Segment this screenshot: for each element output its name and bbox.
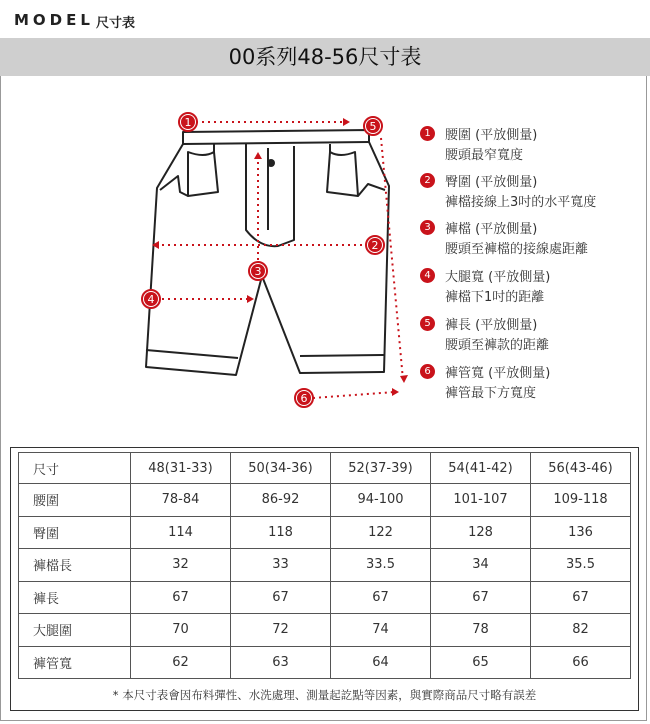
marker-label: 1 <box>184 116 192 129</box>
table-cell: 136 <box>531 516 631 549</box>
table-cell: 101-107 <box>431 484 531 517</box>
legend-description: 腰頭至褲檔的接線處距離 <box>445 242 589 257</box>
legend-title: 褲管寬 (平放側量) <box>445 366 551 381</box>
table-cell: 128 <box>431 516 531 549</box>
row-label: 大腿圍 <box>19 614 131 647</box>
legend-description: 褲檔接線上3吋的水平寬度 <box>445 195 597 210</box>
measure-lines <box>156 122 403 398</box>
table-cell: 67 <box>431 581 531 614</box>
table-row <box>19 646 631 679</box>
legend-item-hem <box>420 362 640 402</box>
table-cell: 52(37-39) <box>331 453 431 484</box>
marker-label: 2 <box>371 239 379 252</box>
table-row <box>19 484 631 517</box>
legend-item-thigh <box>420 266 640 306</box>
table-cell: 109-118 <box>531 484 631 517</box>
marker-label: 6 <box>300 392 308 405</box>
legend-description: 腰頭最窄寬度 <box>445 148 524 163</box>
table-cell: 72 <box>231 614 331 647</box>
table-cell: 35.5 <box>531 549 631 582</box>
page-title: 00系列48-56尺寸表 <box>228 45 422 69</box>
row-label: 褲長 <box>19 581 131 614</box>
row-label: 褲檔長 <box>19 549 131 582</box>
legend-number: 6 <box>420 364 435 379</box>
shorts-diagram <box>0 80 420 415</box>
table-cell: 54(41-42) <box>431 453 531 484</box>
marker-1 <box>179 113 197 131</box>
table-cell: 33.5 <box>331 549 431 582</box>
table-cell: 78 <box>431 614 531 647</box>
row-label: 尺寸 <box>19 453 131 484</box>
marker-3 <box>249 262 267 280</box>
marker-label: 4 <box>147 293 155 306</box>
legend-item-hip <box>420 171 640 211</box>
table-cell: 74 <box>331 614 431 647</box>
legend-item-rise <box>420 218 640 258</box>
legend-number: 5 <box>420 316 435 331</box>
marker-4 <box>142 290 160 308</box>
row-label: 臀圍 <box>19 516 131 549</box>
table-cell: 67 <box>231 581 331 614</box>
table-cell: 67 <box>331 581 431 614</box>
table-cell: 65 <box>431 646 531 679</box>
table-row <box>19 516 631 549</box>
table-cell: 33 <box>231 549 331 582</box>
table-row <box>19 549 631 582</box>
row-label: 腰圍 <box>19 484 131 517</box>
marker-label: 5 <box>369 120 377 133</box>
legend-number: 1 <box>420 126 435 141</box>
legend-title: 褲長 (平放側量) <box>445 318 538 333</box>
table-cell: 62 <box>131 646 231 679</box>
disclaimer-note: * 本尺寸表會因布料彈性、水洗處理、測量起訖點等因素，與實際商品尺寸略有誤差 <box>112 688 537 702</box>
row-label: 褲管寬 <box>19 646 131 679</box>
size-table <box>18 452 631 679</box>
legend-title: 腰圍 (平放側量) <box>445 128 538 143</box>
table-cell: 86-92 <box>231 484 331 517</box>
table-cell: 32 <box>131 549 231 582</box>
table-row <box>19 614 631 647</box>
legend-item-length <box>420 314 640 354</box>
shorts-outline <box>146 130 389 375</box>
table-cell: 66 <box>531 646 631 679</box>
button-icon <box>267 159 275 167</box>
table-cell: 94-100 <box>331 484 431 517</box>
legend-description: 褲管最下方寬度 <box>445 386 537 401</box>
legend-item-waist <box>420 124 640 164</box>
brand-subtitle: 尺寸表 <box>96 16 136 31</box>
legend-title: 大腿寬 (平放側量) <box>445 270 551 285</box>
table-cell: 70 <box>131 614 231 647</box>
table-cell: 56(43-46) <box>531 453 631 484</box>
table-cell: 50(34-36) <box>231 453 331 484</box>
table-cell: 48(31-33) <box>131 453 231 484</box>
table-cell: 118 <box>231 516 331 549</box>
table-header-row <box>19 453 631 484</box>
title-bar <box>0 38 650 76</box>
legend-title: 臀圍 (平放側量) <box>445 175 538 190</box>
table-cell: 34 <box>431 549 531 582</box>
brand-label: MODEL <box>14 11 94 29</box>
legend-title: 褲檔 (平放側量) <box>445 222 538 237</box>
table-cell: 122 <box>331 516 431 549</box>
size-table-body <box>19 453 631 679</box>
table-cell: 82 <box>531 614 631 647</box>
legend-number: 4 <box>420 268 435 283</box>
marker-2 <box>366 236 384 254</box>
table-cell: 64 <box>331 646 431 679</box>
table-row <box>19 581 631 614</box>
table-cell: 63 <box>231 646 331 679</box>
table-cell: 67 <box>531 581 631 614</box>
legend-description: 腰頭至褲款的距離 <box>445 338 550 353</box>
table-cell: 78-84 <box>131 484 231 517</box>
legend-number: 3 <box>420 220 435 235</box>
top-bar <box>0 0 650 38</box>
table-cell: 67 <box>131 581 231 614</box>
marker-label: 3 <box>254 265 262 278</box>
marker-5 <box>364 117 382 135</box>
size-table-box <box>10 447 639 711</box>
legend-number: 2 <box>420 173 435 188</box>
marker-6 <box>295 389 313 407</box>
legend-description: 褲檔下1吋的距離 <box>445 290 545 305</box>
table-cell: 114 <box>131 516 231 549</box>
